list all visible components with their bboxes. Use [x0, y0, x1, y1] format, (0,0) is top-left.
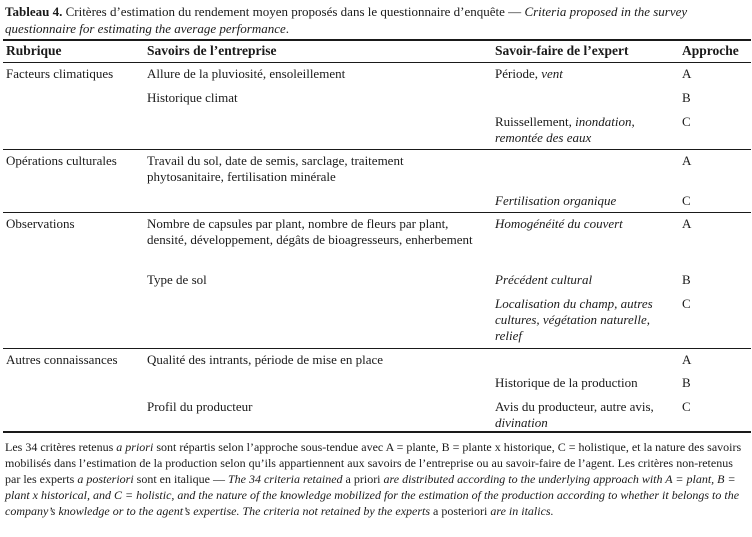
header-savoir-faire: Savoir-faire de l’expert: [495, 43, 629, 58]
approche-cell: B: [682, 272, 691, 287]
rubrique-observations: Observations: [6, 216, 75, 231]
savoir-faire-text: Période,: [495, 66, 542, 81]
approche-cell: B: [682, 375, 691, 390]
approche-cell: B: [682, 90, 691, 105]
approche-cell: C: [682, 114, 691, 129]
footnote-italic: a priori: [116, 440, 154, 454]
group-rule-3: [3, 348, 751, 349]
table-caption: [5, 3, 750, 37]
header-savoirs: Savoirs de l’entreprise: [147, 43, 277, 58]
header-rule: [3, 62, 751, 63]
savoir-faire-text-italic: divination: [495, 415, 548, 430]
footnote-text: Les 34 critères retenus: [5, 440, 117, 454]
savoir-faire-cell: Historique de la production: [495, 375, 638, 390]
footnote-text: a posteriori: [430, 504, 491, 518]
group-rule-2: [3, 212, 751, 213]
footnote-text: sont en italique —: [133, 472, 228, 486]
approche-cell: A: [682, 66, 692, 81]
approche-cell: C: [682, 296, 691, 311]
savoirs-cell: Profil du producteur: [147, 399, 253, 414]
savoirs-cell: Historique climat: [147, 90, 238, 105]
rubrique-operations-culturales: Opérations culturales: [6, 153, 117, 168]
footnote-italic: a posteriori: [77, 472, 134, 486]
rubrique-facteurs-climatiques: Facteurs climatiques: [6, 66, 114, 81]
savoir-faire-cell: Localisation du champ, autres cultures, végétation naturelle, relief: [495, 296, 653, 343]
header-rubrique: Rubrique: [6, 43, 62, 58]
savoirs-cell: Travail du sol, date de semis, sarclage, traitement phytosanitaire, fertilisation minérale: [147, 153, 404, 184]
table-bottom-rule: [3, 431, 751, 433]
rubrique-autres-connaissances: Autres connaissances: [6, 352, 118, 367]
caption-end: .: [285, 21, 290, 36]
savoir-faire-cell: [495, 399, 655, 431]
approche-cell: A: [682, 352, 692, 367]
savoir-faire-cell: [495, 114, 673, 146]
savoir-faire-cell: Précédent cultural: [495, 272, 593, 287]
table-footnote: [5, 439, 750, 519]
savoirs-cell: Allure de la pluviosité, ensoleillement: [147, 66, 346, 81]
header-approche: Approche: [682, 43, 739, 58]
caption-text-fr: Critères d’estimation du rendement moyen proposés dans le questionnaire d’enquête —: [62, 4, 525, 19]
savoir-faire-text-italic: vent: [541, 66, 563, 81]
savoir-faire-cell: Homogénéité du couvert: [495, 216, 623, 231]
footnote-italic: are distributed according to the underlying approach with A = plant, B = plant x historical, and C = holistic, and the nature of the knowledge mobilized for the estimation of the production according to whether it belongs to the company’s knowledge or to the agent’s expertise. The criteria not retained by the experts: [5, 472, 740, 518]
savoirs-cell: Type de sol: [147, 272, 207, 287]
approche-cell: C: [682, 399, 691, 414]
savoirs-cell: Qualité des intrants, période de mise en place: [147, 352, 384, 367]
savoir-faire-text: Ruissellement,: [495, 114, 576, 129]
footnote-text: sont répartis selon l’approche sous-tendue avec A = plante, B = plante x historique, C = holistique, et la nature des savoirs mobilisés dans l’estimation de la production selon qu’ils appartiennent aux savoirs de l’entreprise ou au savoir-faire de l’agent. Les critères non-retenus par les experts: [5, 440, 742, 486]
savoir-faire-cell: [495, 66, 675, 82]
table-top-rule: [3, 39, 751, 41]
group-rule-1: [3, 149, 751, 150]
footnote-italic: are in italics.: [490, 504, 554, 518]
approche-cell: C: [682, 193, 691, 208]
footnote-text: a priori: [342, 472, 384, 486]
approche-cell: A: [682, 216, 692, 231]
caption-label: Tableau 4.: [5, 4, 63, 19]
caption-text-en: Criteria proposed in the survey questionnaire for estimating the average performance: [5, 4, 688, 36]
savoir-faire-cell: Fertilisation organique: [495, 193, 617, 208]
savoir-faire-text-italic: inondation, remontée des eaux: [495, 114, 635, 145]
footnote-italic: The 34 criteria retained: [227, 472, 343, 486]
savoir-faire-text: Avis du producteur, autre avis,: [495, 399, 654, 414]
savoirs-cell: Nombre de capsules par plant, nombre de fleurs par plant, densité, développement, dégâts de bioagresseurs, enherbement: [147, 216, 473, 247]
approche-cell: A: [682, 153, 692, 168]
